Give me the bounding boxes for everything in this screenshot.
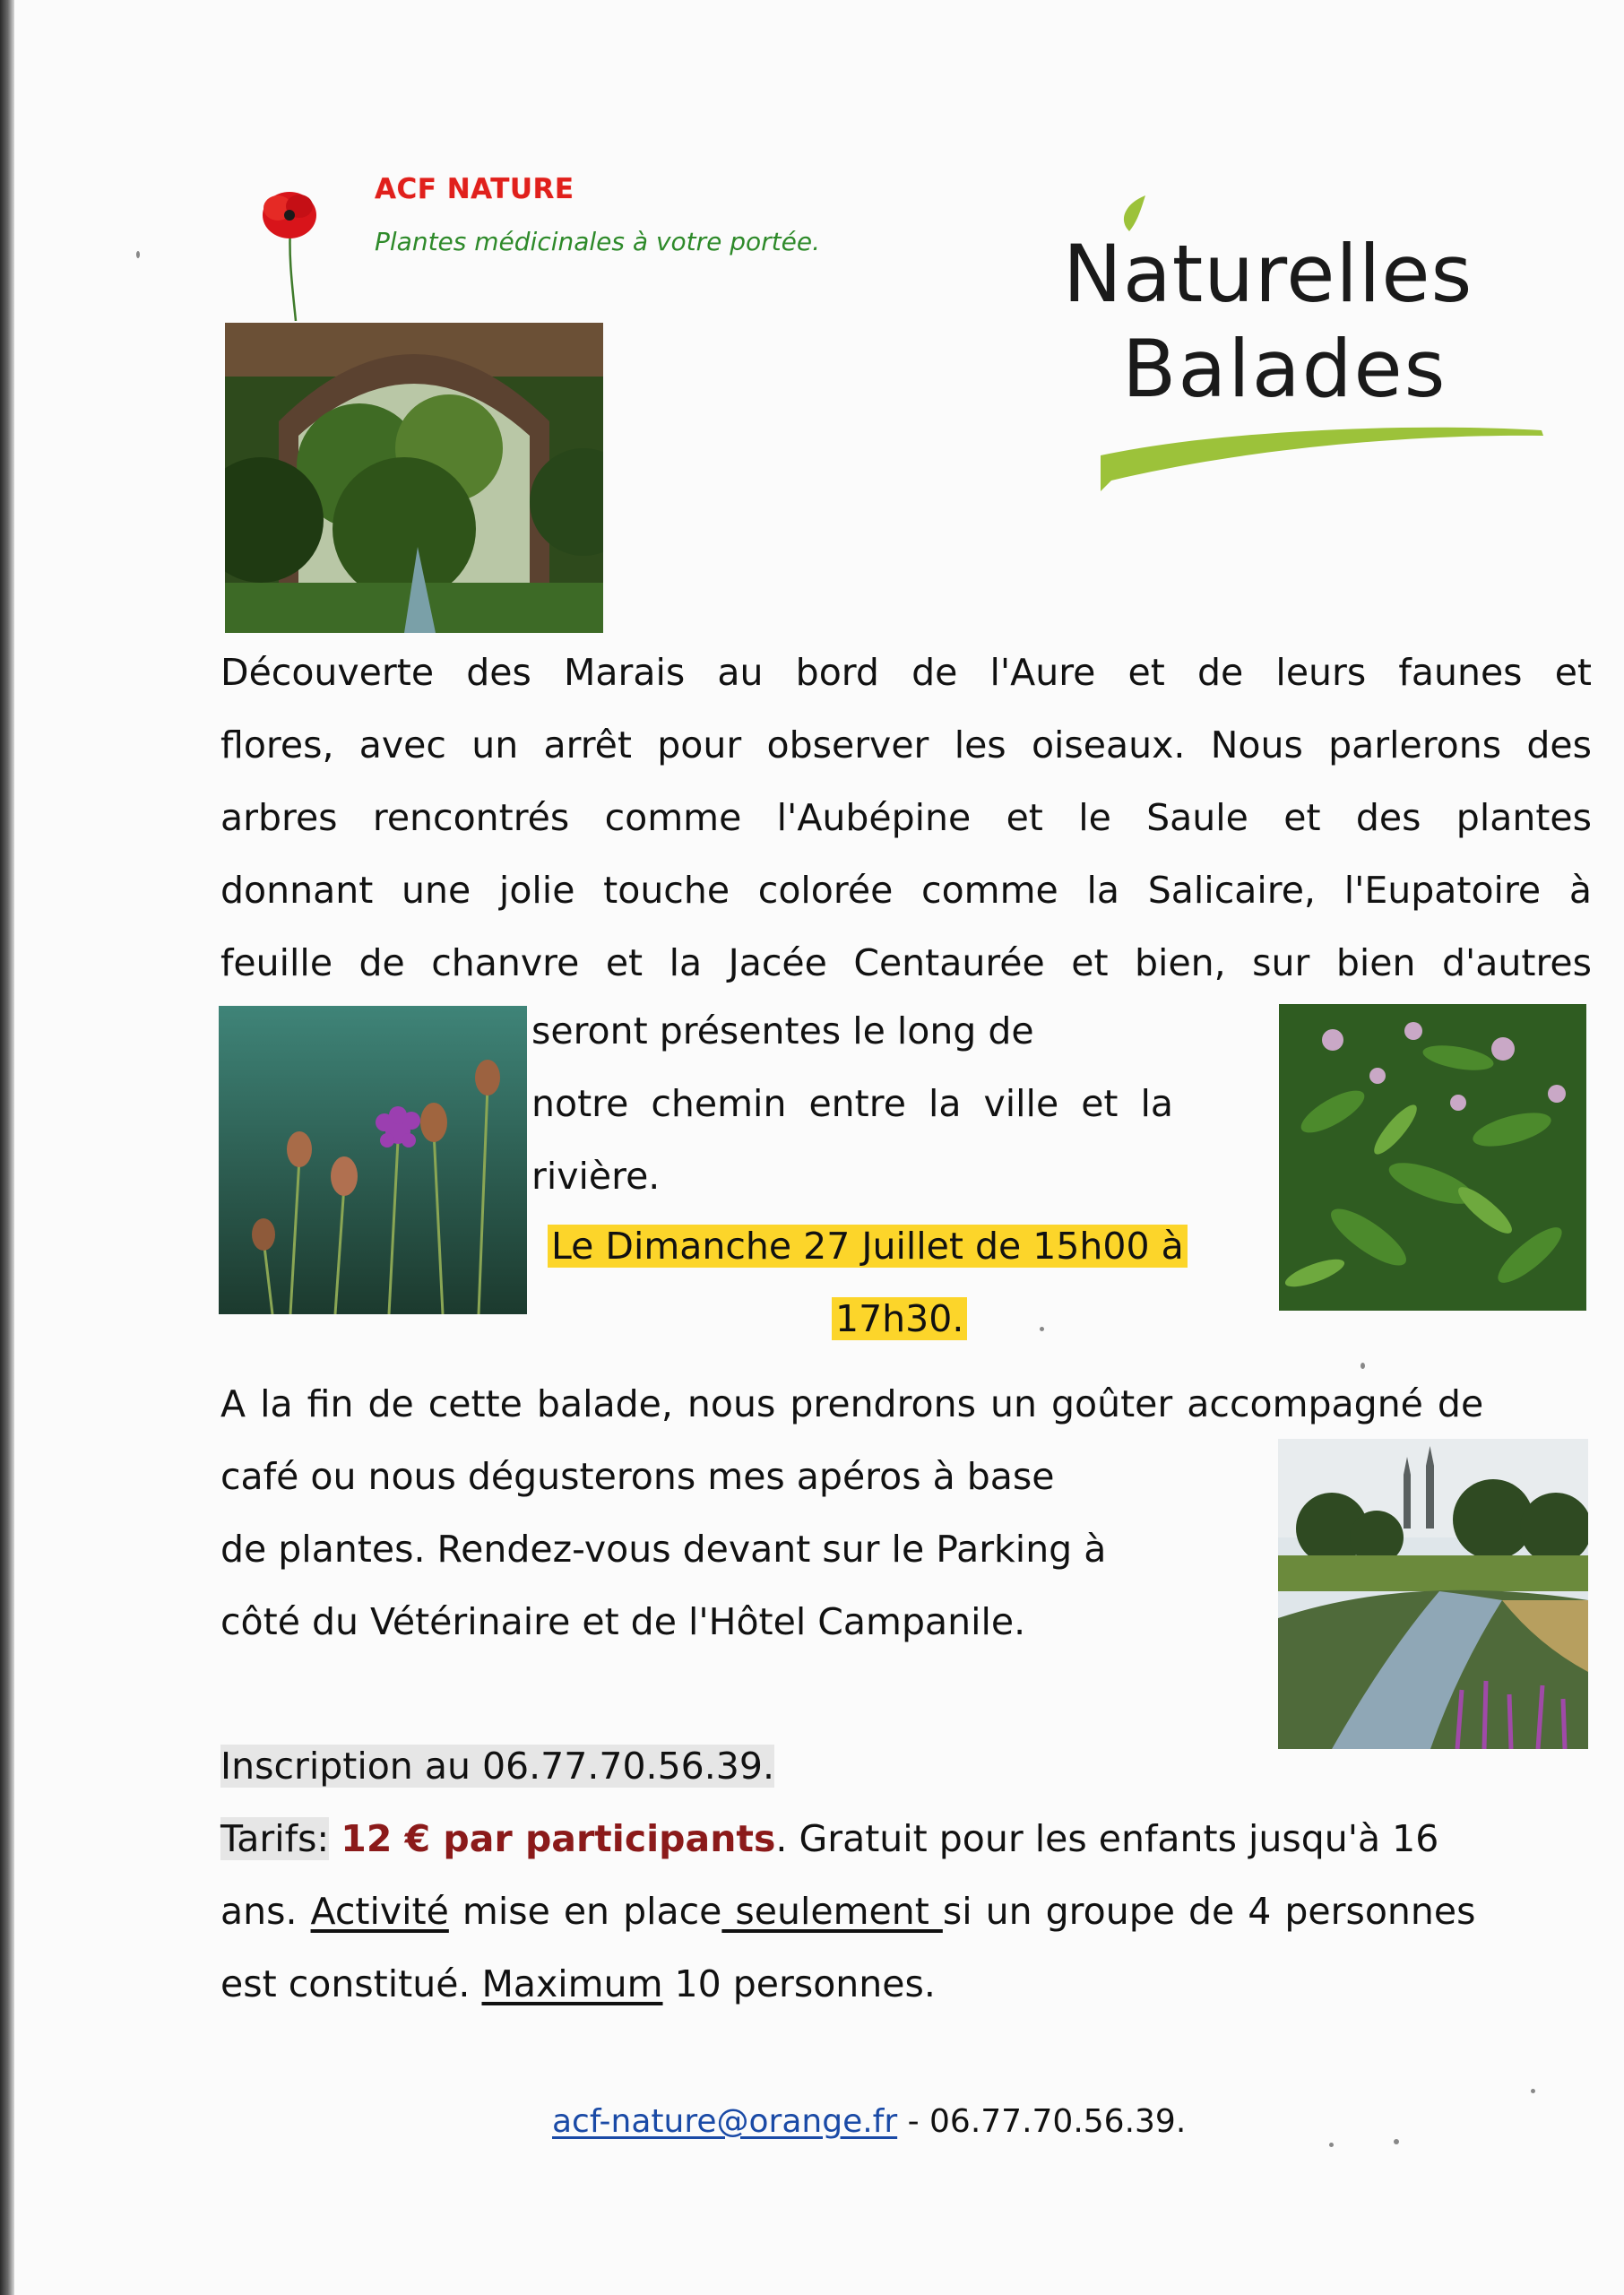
wrap-line: rivière. [531,1155,661,1198]
intro-line: feuille de chanvre et la Jacée Centaurée et bien, sur bien d'autres [220,941,1592,984]
pricing-text: 10 personnes. [662,1962,936,2005]
intro-line: arbres rencontrés comme l'Aubépine et le Saule et des plantes [220,796,1592,839]
logo-title-line1: Naturelles [1063,228,1473,320]
knapweed-flowers-photo [219,1006,527,1314]
scan-speck [136,251,140,258]
scan-speck [1329,2143,1334,2147]
event-date-highlight: 17h30. [832,1297,967,1340]
registration-label: Inscription au 06.77.70.56.39. [220,1745,774,1788]
registration-line [220,1730,774,1803]
pricing-text: ans. [220,1890,311,1933]
scan-speck [1040,1327,1044,1331]
only-text: seulement [721,1890,943,1933]
pricing-line1 [220,1803,1438,1875]
brand-name: ACF NATURE [375,173,574,205]
footer-contact [552,2103,1186,2140]
scan-speck [1531,2089,1535,2093]
after-line: côté du Vétérinaire et de l'Hôtel Campanile. [220,1600,1026,1643]
email-link[interactable]: acf-nature@orange.fr [552,2103,898,2140]
footer-phone: - 06.77.70.56.39. [897,2103,1187,2140]
scan-edge [0,0,14,2295]
stone-arch-garden-photo [225,323,603,633]
logo-title-line2: Balades [1122,323,1447,415]
event-date-line2 [832,1294,967,1344]
wrap-line: notre chemin entre la ville et la [531,1082,1174,1125]
scan-speck [1394,2139,1399,2144]
intro-line: Découverte des Marais au bord de l'Aure et de leurs faunes et [220,651,1592,694]
hemp-agrimony-photo [1279,1004,1586,1311]
pricing-line2 [220,1875,1476,1948]
marsh-river-photo [1278,1439,1588,1749]
maximum-text: Maximum [481,1962,663,2005]
pricing-text: si un groupe de 4 personnes [942,1890,1476,1933]
after-line: café ou nous dégusterons mes apéros à base [220,1455,1055,1498]
intro-paragraph [220,637,1592,1000]
wrap-line: seront présentes le long de [531,1009,1034,1052]
brand-tagline: Plantes médicinales à votre portée. [375,227,821,256]
event-date-line1 [548,1221,1188,1271]
intro-line: flores, avec un arrêt pour observer les oiseaux. Nous parlerons des [220,723,1592,766]
pricing-text: est constitué. [220,1962,482,2005]
poppy-icon [258,186,321,321]
intro-line: donnant une jolie touche colorée comme la Salicaire, l'Eupatoire à [220,869,1592,912]
after-line: A la fin de cette balade, nous prendrons un goûter accompagné de [220,1382,1484,1425]
price-text: 12 € par participants [341,1817,776,1860]
pricing-line3 [220,1948,936,2021]
after-line: de plantes. Rendez-vous devant sur le Parking à [220,1528,1107,1571]
pricing-label: Tarifs: [220,1817,330,1860]
activity-text: Activité [310,1890,449,1933]
event-date-highlight: Le Dimanche 27 Juillet de 15h00 à [548,1225,1188,1268]
free-text: . Gratuit pour les enfants jusqu'à 16 [775,1817,1439,1860]
pricing-text: mise en place [448,1890,722,1933]
